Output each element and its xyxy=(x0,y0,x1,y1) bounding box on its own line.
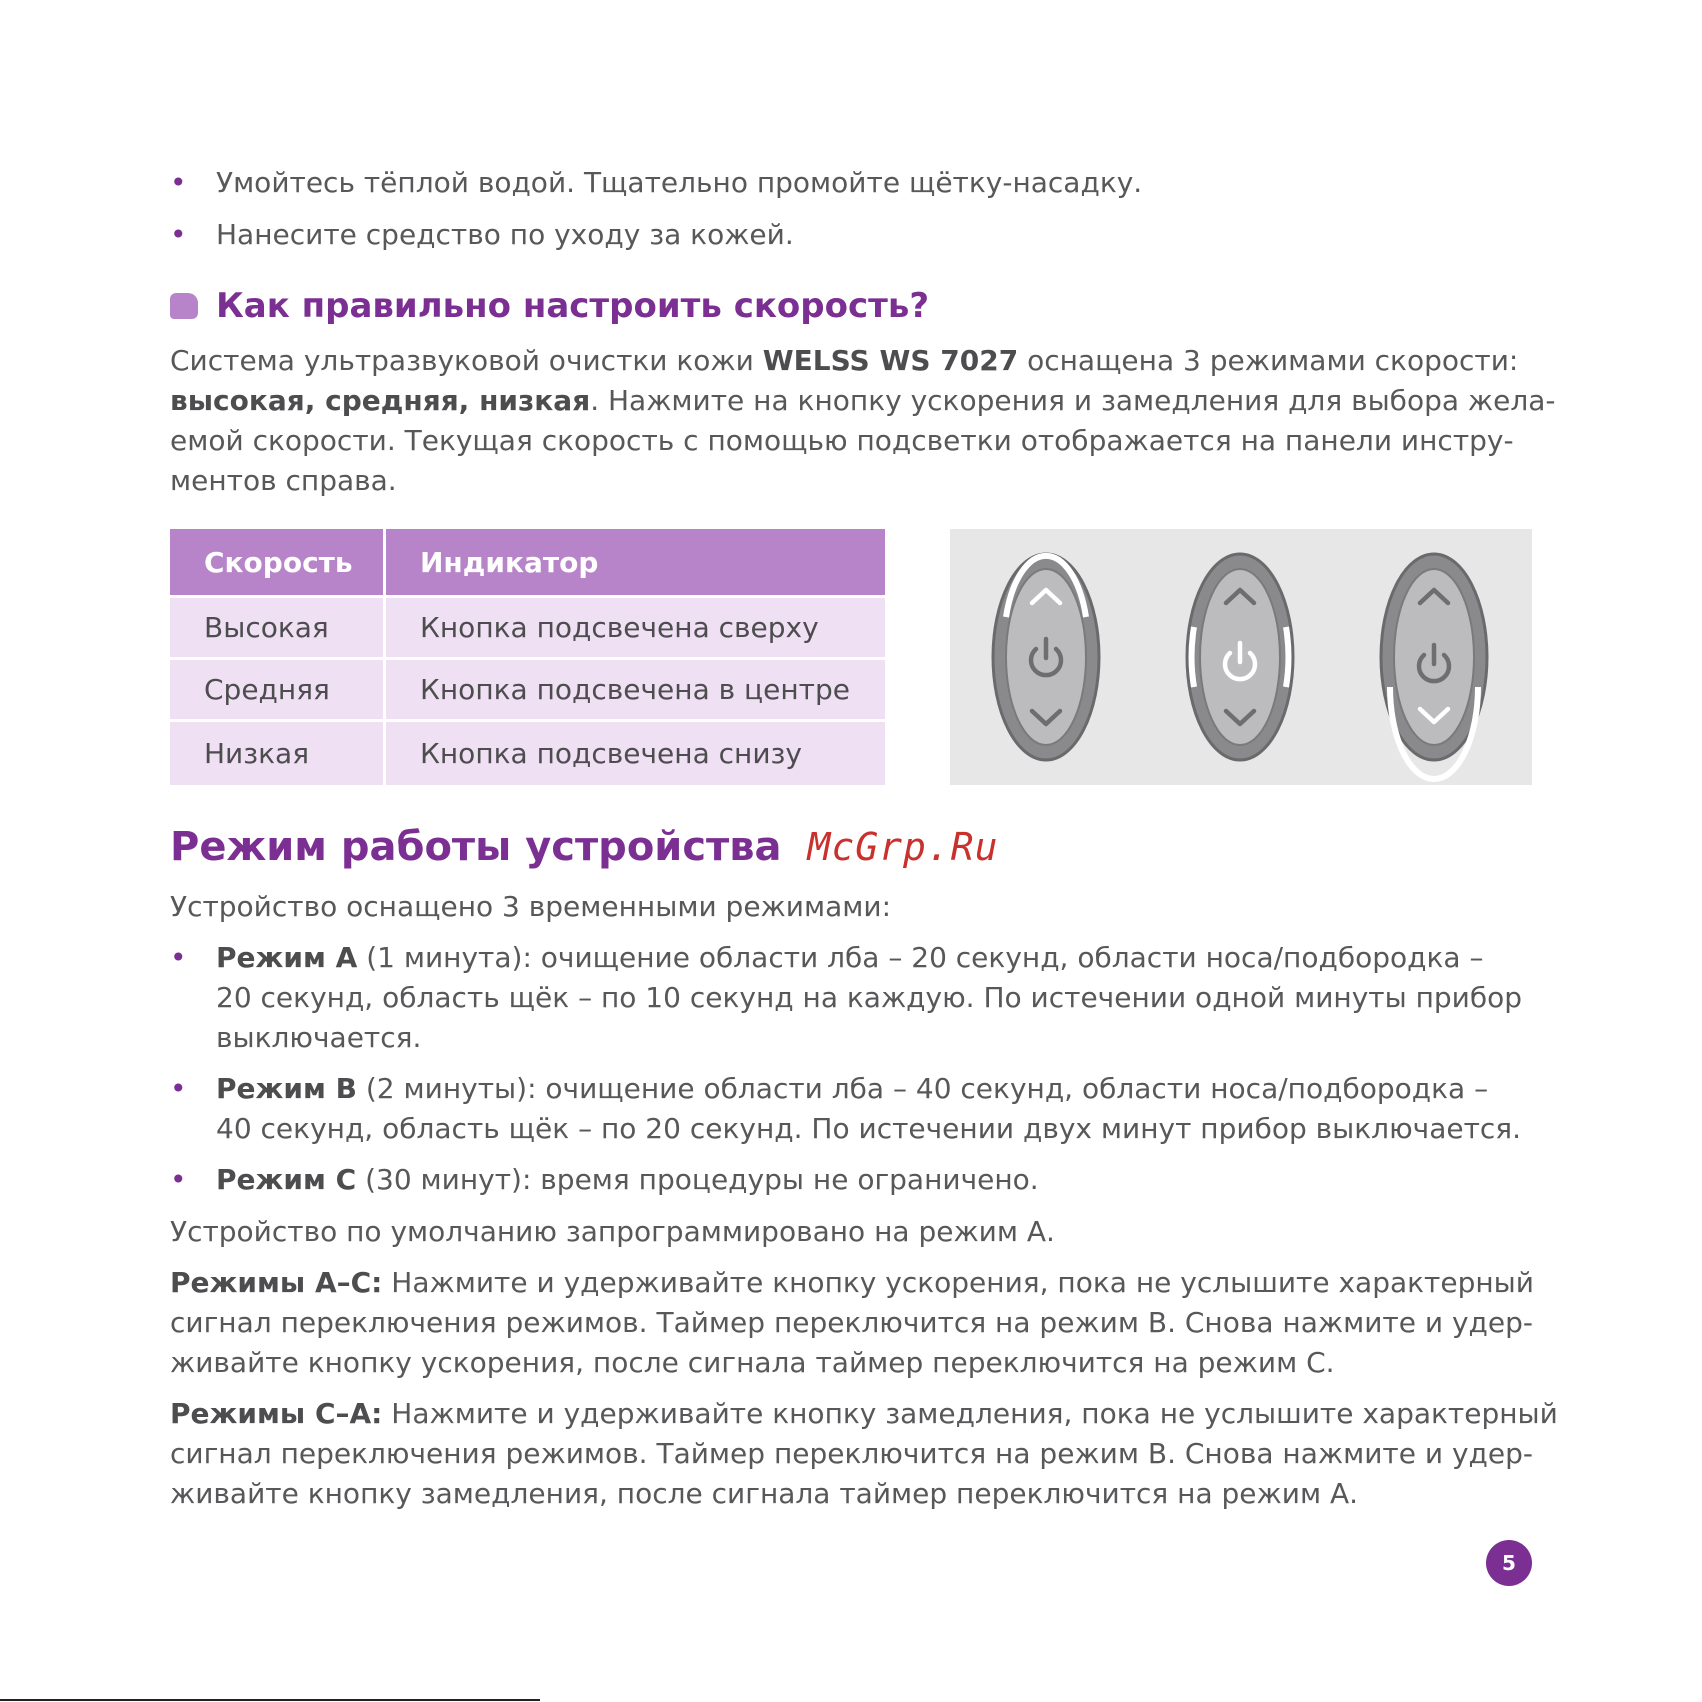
speed-list: высокая, средняя, низкая xyxy=(170,384,591,417)
para-text: Система ультразвуковой очистки кожи xyxy=(170,344,763,377)
table-cell: Средняя xyxy=(170,660,383,719)
mode-b-line-2: 40 секунд, область щёк – по 20 секунд. По истечении двух минут прибор выключается. xyxy=(216,1112,1522,1145)
speed-paragraph xyxy=(170,341,1570,501)
indicator-panel xyxy=(950,529,1532,785)
speed-paragraph-line-4: ментов справа. xyxy=(170,464,397,497)
speed-heading xyxy=(170,284,929,328)
button-center-lit-icon xyxy=(1187,554,1293,760)
bottom-divider xyxy=(0,1699,540,1701)
watermark: McGrp.Ru xyxy=(807,825,999,869)
bullet-icon: • xyxy=(170,941,187,974)
speed-paragraph-line-1 xyxy=(170,341,1570,381)
modes-ac-line-3: живайте кнопку ускорения, после сигнала таймер переключится на режим С. xyxy=(170,1346,1335,1379)
mode-b-line-1: (2 минуты): очищение области лба – 40 секунд, области носа/подбородка – xyxy=(356,1072,1489,1105)
modes-ac-paragraph xyxy=(170,1263,1570,1383)
modes-ac-line-2: сигнал переключения режимов. Таймер переключится на режим В. Снова нажмите и удер- xyxy=(170,1306,1534,1339)
mode-heading-text: Режим работы устройства xyxy=(170,824,782,870)
bullet-icon: • xyxy=(170,1163,187,1196)
table-cell: Кнопка подсвечена сверху xyxy=(386,598,885,657)
modes-ac-line-1: Нажмите и удерживайте кнопку ускорения, пока не услышите характерный xyxy=(382,1266,1534,1299)
speed-paragraph-line-3: емой скорости. Текущая скорость с помощью подсветки отображается на панели инстру- xyxy=(170,424,1514,457)
table-cell: Кнопка подсвечена в центре xyxy=(386,660,885,719)
para-text: . Нажмите на кнопку ускорения и замедления для выбора жела- xyxy=(590,384,1556,417)
bullet-icon: • xyxy=(170,218,187,251)
mode-a-line-3: выключается. xyxy=(216,1021,422,1054)
heading-marker-icon xyxy=(170,293,198,319)
mode-c-text xyxy=(216,1160,1039,1200)
page-number: 5 xyxy=(1486,1540,1532,1586)
bullet-text: Нанесите средство по уходу за кожей. xyxy=(216,218,794,251)
default-note: Устройство по умолчанию запрограммировано на режим А. xyxy=(170,1215,1055,1248)
modes-ca-label: Режимы С–А: xyxy=(170,1397,383,1430)
mode-a-text xyxy=(216,938,1522,1058)
mode-c-name: Режим С xyxy=(216,1163,357,1196)
mode-heading xyxy=(170,824,999,878)
mode-a-line-1: (1 минута): очищение области лба – 20 секунд, области носа/подбородка – xyxy=(357,941,1484,974)
table-header-indicator: Индикатор xyxy=(386,529,885,595)
table-cell: Низкая xyxy=(170,722,383,785)
table-header-speed: Скорость xyxy=(170,529,383,595)
modes-ca-line-3: живайте кнопку замедления, после сигнала таймер переключится на режим А. xyxy=(170,1477,1359,1510)
mode-intro: Устройство оснащено 3 временными режимами: xyxy=(170,890,891,923)
modes-ca-line-1: Нажмите и удерживайте кнопку замедления, пока не услышите характерный xyxy=(382,1397,1558,1430)
button-top-lit-icon xyxy=(993,554,1099,760)
mode-a-line-2: 20 секунд, область щёк – по 10 секунд на каждую. По истечении одной минуты прибор xyxy=(216,981,1523,1014)
bullet-icon: • xyxy=(170,166,187,199)
mode-b-name: Режим В xyxy=(216,1072,357,1105)
speed-paragraph-line-2 xyxy=(170,381,1570,421)
speed-table xyxy=(170,529,885,785)
para-text: оснащена 3 режимами скорости: xyxy=(1018,344,1519,377)
brand-name: WELSS WS 7027 xyxy=(762,344,1019,377)
button-bottom-lit-icon xyxy=(1381,554,1487,779)
table-cell: Кнопка подсвечена снизу xyxy=(386,722,885,785)
speed-heading-text: Как правильно настроить скорость? xyxy=(216,286,930,326)
modes-ca-line-2: сигнал переключения режимов. Таймер переключится на режим В. Снова нажмите и удер- xyxy=(170,1437,1534,1470)
mode-a-name: Режим А xyxy=(216,941,358,974)
bullet-icon: • xyxy=(170,1072,187,1105)
mode-c-line-1: (30 минут): время процедуры не ограничено. xyxy=(356,1163,1039,1196)
table-cell: Высокая xyxy=(170,598,383,657)
bullet-text: Умойтесь тёплой водой. Тщательно промойте щётку-насадку. xyxy=(216,166,1143,199)
mode-b-text xyxy=(216,1069,1521,1149)
modes-ca-paragraph xyxy=(170,1394,1570,1514)
modes-ac-label: Режимы А–С: xyxy=(170,1266,383,1299)
